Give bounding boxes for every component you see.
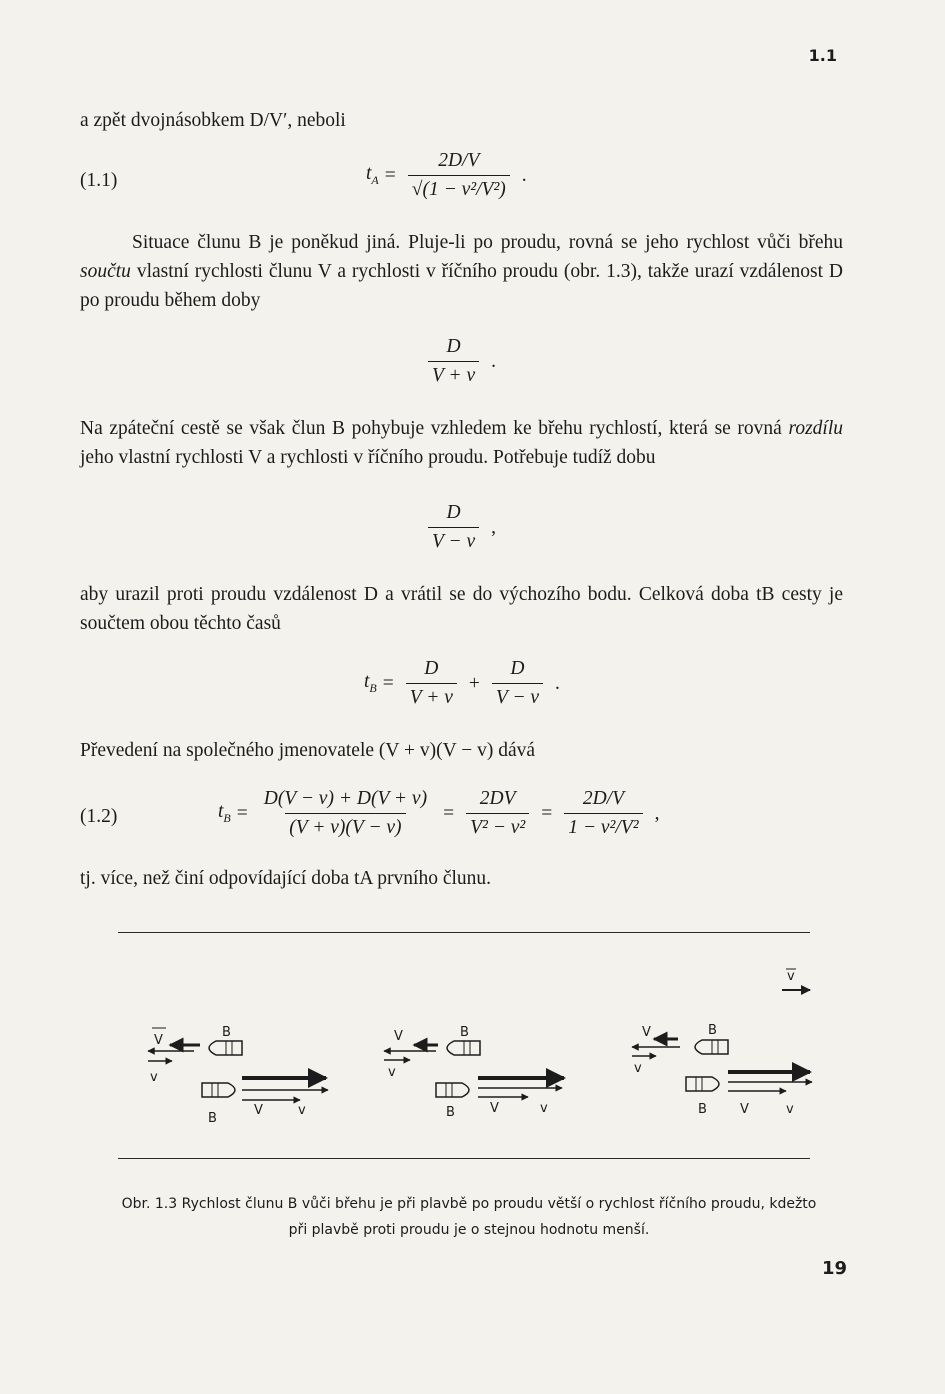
paragraph-return: Na zpáteční cestě se však člun B pohybuje vzhledem ke břehu rychlostí, která se rovná rozdílu jeho vlastní rychlosti V a rychlosti v říčního proudu. Potřebuje tudíž dobu [80,418,843,468]
caption-line-1: Obr. 1.3 Rychlost člunu B vůči břehu je při plavbě po proudu větší o rychlost říčního proudu, kdežto [121,1196,817,1212]
denominator: V − v [428,527,479,553]
current-label: v [298,1103,306,1118]
equation-lhs: $t_A$ [366,163,379,187]
denominator: √(1 − v²/V²) [408,175,510,201]
current-label: v [150,1070,158,1085]
velocity-label: V [394,1029,403,1044]
equation-1-1: $t_A$ = $\frac{2D/V}{\text{√(1 − v²/V²)}}$ . [366,150,527,200]
velocity-label: V [154,1033,163,1048]
boat-label: B [698,1102,707,1117]
current-label: v [540,1101,548,1116]
paragraph-conclusion: tj. více, než činí odpovídající doba tA prvního člunu. [80,868,492,889]
figure-bottom-rule [118,1158,810,1159]
equation-label-1-2: (1.2) [80,806,118,827]
figure-boats [0,950,945,1150]
current-legend-label: v [787,969,795,984]
paragraph-intro: a zpět dvojnásobkem D/V′, neboli [80,110,346,131]
boat-label: B [222,1025,231,1040]
page-number: 19 [821,1258,847,1279]
boat-label: B [446,1105,455,1120]
boat-label: B [208,1111,217,1126]
section-number: 1.1 [808,46,837,65]
equation-label-1-1: (1.1) [80,170,118,191]
equation-tb-sum: $t_B$ = $\frac{D}{V + v}$ + $\frac{D}{V - v}$ . [364,658,560,708]
paragraph-boat-b: Situace člunu B je poněkud jiná. Pluje-li po proudu, rovná se jeho rychlost vůči břehu součtu vlastní rychlosti člunu V a rychlosti v říčního proudu (obr. 1.3), takže urazí vzdálenost D po proudu během doby [80,232,843,311]
numerator: D [446,336,461,357]
current-legend [782,969,810,990]
numerator: 2D/V [438,150,480,171]
fraction-downstream: $\frac{D}{V + v}$ . [422,336,502,387]
boat-group-3 [632,1023,812,1117]
velocity-label: V [740,1102,749,1117]
boat-label: B [708,1023,717,1038]
paragraph-common-denominator: Převedení na společného jmenovatele (V + v)(V − v) dává [80,740,536,761]
equation-1-2: $t_B$ = $\frac{D(V - v) + D(V + v)}{(V + v)(V - v)}$ = $\frac{2DV}{\text{V² − v²}}$ = $\frac{2D/V}{\text{1 − v²/V²}}$ , [218,788,660,838]
equation-lhs: $t_B$ [364,671,377,695]
caption-line-2: při plavbě proti proudu je o stejnou hodnotu menší. [288,1222,650,1238]
boat-label: B [460,1025,469,1040]
boat-group-2 [384,1025,564,1120]
figure-caption [80,1191,858,1243]
velocity-label: V [642,1025,651,1040]
velocity-label: V [490,1101,499,1116]
current-label: v [634,1061,642,1076]
denominator: V + v [428,361,479,387]
fraction [408,150,510,201]
equation-lhs: $t_B$ [218,801,231,825]
current-label: v [388,1065,396,1080]
current-label: v [786,1102,794,1117]
figure-top-rule [118,932,810,933]
fraction-upstream: $\frac{D}{V - v}$ , [422,502,502,553]
paragraph-total-time: aby urazil proti proudu vzdálenost D a vrátil se do výchozího bodu. Celková doba tB cesty je součtem obou těchto časů [80,584,843,634]
numerator: D [446,502,461,523]
velocity-label: V [254,1103,263,1118]
boat-group-1 [148,1025,328,1126]
